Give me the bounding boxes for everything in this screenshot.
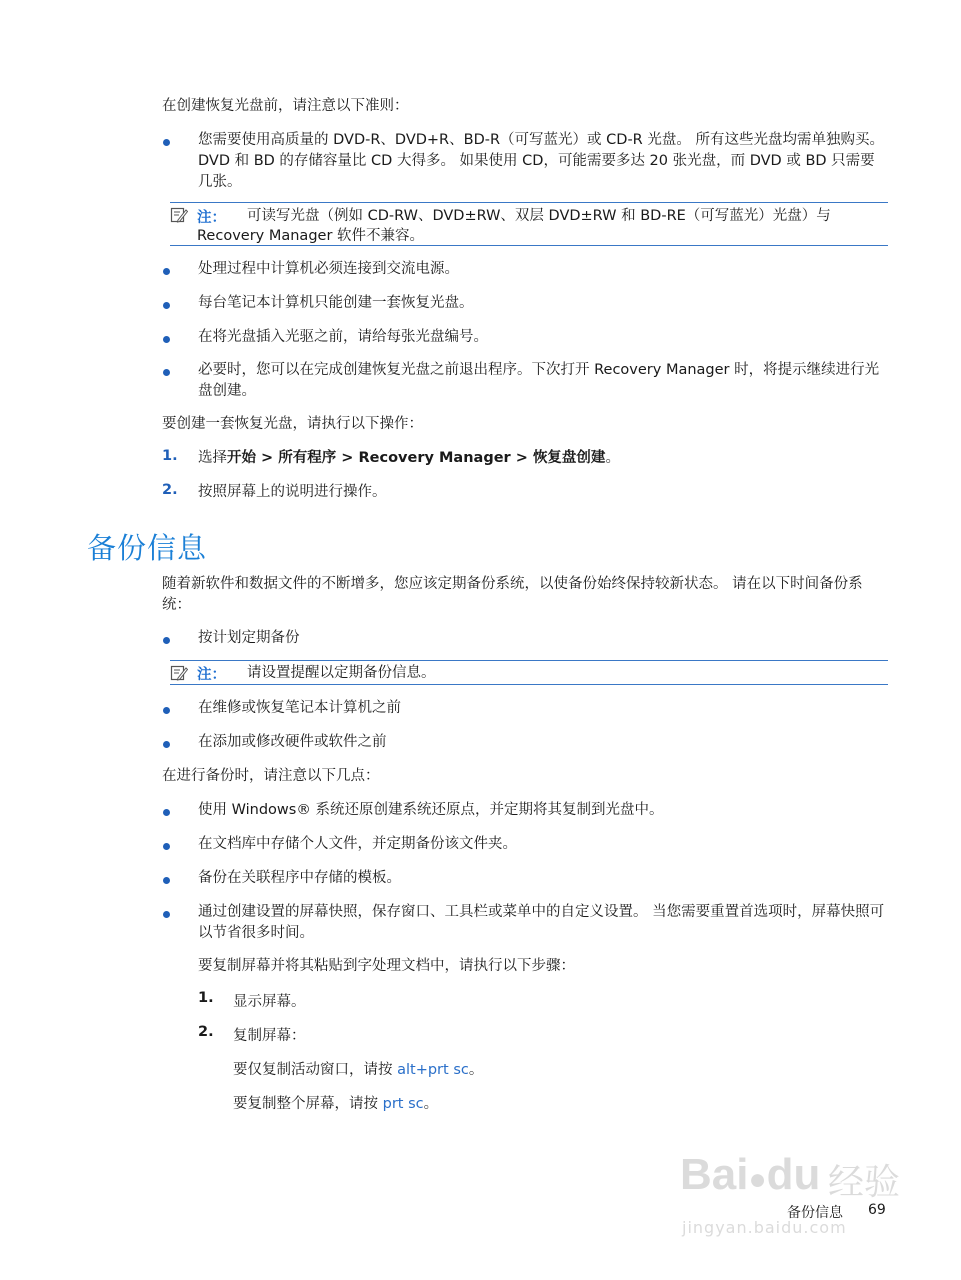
list-item: 处理过程中计算机必须连接到交流电源。 bbox=[198, 261, 459, 277]
note-text: 可读写光盘（例如 CD-RW、DVD±RW、双层 DVD±RW 和 BD-RE（可写蓝光）光盘）与 Recovery Manager 软件不兼容。 bbox=[197, 208, 831, 244]
step-number: 1. bbox=[162, 448, 178, 464]
step-number: 2. bbox=[162, 482, 178, 498]
bullet-dot bbox=[163, 843, 170, 850]
list-item: 按计划定期备份 bbox=[198, 630, 300, 646]
section-title: 备份信息 bbox=[87, 531, 208, 565]
bullet-dot bbox=[163, 302, 170, 309]
footer-section-label: 备份信息 bbox=[787, 1205, 843, 1221]
note-box bbox=[170, 660, 888, 685]
step-text: 选择开始 > 所有程序 > Recovery Manager > 恢复盘创建。 bbox=[198, 450, 620, 466]
list-item: 必要时，您可以在完成创建恢复光盘之前退出程序。下次打开 Recovery Manager 时，将提示继续进行光盘创建。 bbox=[198, 362, 880, 399]
sub-step-number: 2. bbox=[198, 1024, 214, 1040]
bullet-dot bbox=[163, 369, 170, 376]
bullet-dot bbox=[163, 911, 170, 918]
sub-step-text: 显示屏幕。 bbox=[233, 994, 306, 1010]
copy-full-screen-instruction: 要复制整个屏幕，请按 prt sc。 bbox=[233, 1096, 439, 1112]
note-text: 请设置提醒以定期备份信息。 bbox=[247, 665, 436, 681]
bullet-dot bbox=[163, 707, 170, 714]
baidu-watermark bbox=[680, 1140, 910, 1260]
copy-active-window-instruction: 要仅复制活动窗口，请按 alt+prt sc。 bbox=[233, 1062, 484, 1078]
backup-intro: 随着新软件和数据文件的不断增多，您应该定期备份系统，以使备份始终保持较新状态。 请在以下时间备份系统： bbox=[162, 576, 863, 613]
list-item: 使用 Windows® 系统还原创建系统还原点，并定期将其复制到光盘中。 bbox=[198, 802, 664, 818]
watermark-site-cn: 经验 bbox=[828, 1162, 901, 1203]
bullet-dot bbox=[163, 637, 170, 644]
recovery-intro: 在创建恢复光盘前，请注意以下准则： bbox=[162, 98, 409, 114]
list-item: 在将光盘插入光驱之前，请给每张光盘编号。 bbox=[198, 329, 488, 345]
screenshot-intro: 要复制屏幕并将其粘贴到字处理文档中，请执行以下步骤： bbox=[198, 958, 575, 974]
key-prtsc: prt sc bbox=[382, 1096, 424, 1112]
bullet-dot bbox=[163, 741, 170, 748]
list-item: 备份在关联程序中存储的模板。 bbox=[198, 870, 401, 886]
notes-intro: 在进行备份时，请注意以下几点： bbox=[162, 768, 380, 784]
page-number: 69 bbox=[868, 1202, 886, 1218]
sub-step-text: 复制屏幕： bbox=[233, 1028, 306, 1044]
watermark-brand: Bai●du bbox=[680, 1150, 821, 1199]
list-item: 在添加或修改硬件或软件之前 bbox=[198, 734, 387, 750]
list-item: 在维修或恢复笔记本计算机之前 bbox=[198, 700, 401, 716]
sub-step-number: 1. bbox=[198, 990, 214, 1006]
note-label: 注： bbox=[197, 210, 226, 226]
bullet-dot bbox=[163, 336, 170, 343]
create-set-intro: 要创建一套恢复光盘，请执行以下操作： bbox=[162, 416, 423, 432]
list-item: 在文档库中存储个人文件，并定期备份该文件夹。 bbox=[198, 836, 517, 852]
watermark-url: jingyan.baidu.com bbox=[682, 1218, 847, 1237]
note-pencil-icon bbox=[170, 206, 188, 224]
list-item: 通过创建设置的屏幕快照，保存窗口、工具栏或菜单中的自定义设置。 当您需要重置首选项时，屏幕快照可以节省很多时间。 bbox=[198, 904, 885, 941]
list-item: 您需要使用高质量的 DVD-R、DVD+R、BD-R（可写蓝光）或 CD-R 光盘。 所有这些光盘均需单独购买。 DVD 和 BD 的存储容量比 CD 大得多。 如果使用 CD，可能需要多达 20 张光盘，而 DVD 或 BD 只需要几张。 bbox=[198, 132, 884, 190]
list-item: 每台笔记本计算机只能创建一套恢复光盘。 bbox=[198, 295, 474, 311]
bullet-dot bbox=[163, 877, 170, 884]
bullet-dot bbox=[163, 809, 170, 816]
step-text: 按照屏幕上的说明进行操作。 bbox=[198, 484, 387, 500]
key-combo-alt-prtsc: alt+prt sc bbox=[397, 1062, 469, 1078]
note-pencil-icon bbox=[170, 664, 188, 682]
bullet-dot bbox=[163, 139, 170, 146]
paw-icon: ● bbox=[748, 1163, 767, 1196]
note-label: 注： bbox=[197, 667, 226, 683]
note-box bbox=[170, 202, 888, 246]
bullet-dot bbox=[163, 268, 170, 275]
